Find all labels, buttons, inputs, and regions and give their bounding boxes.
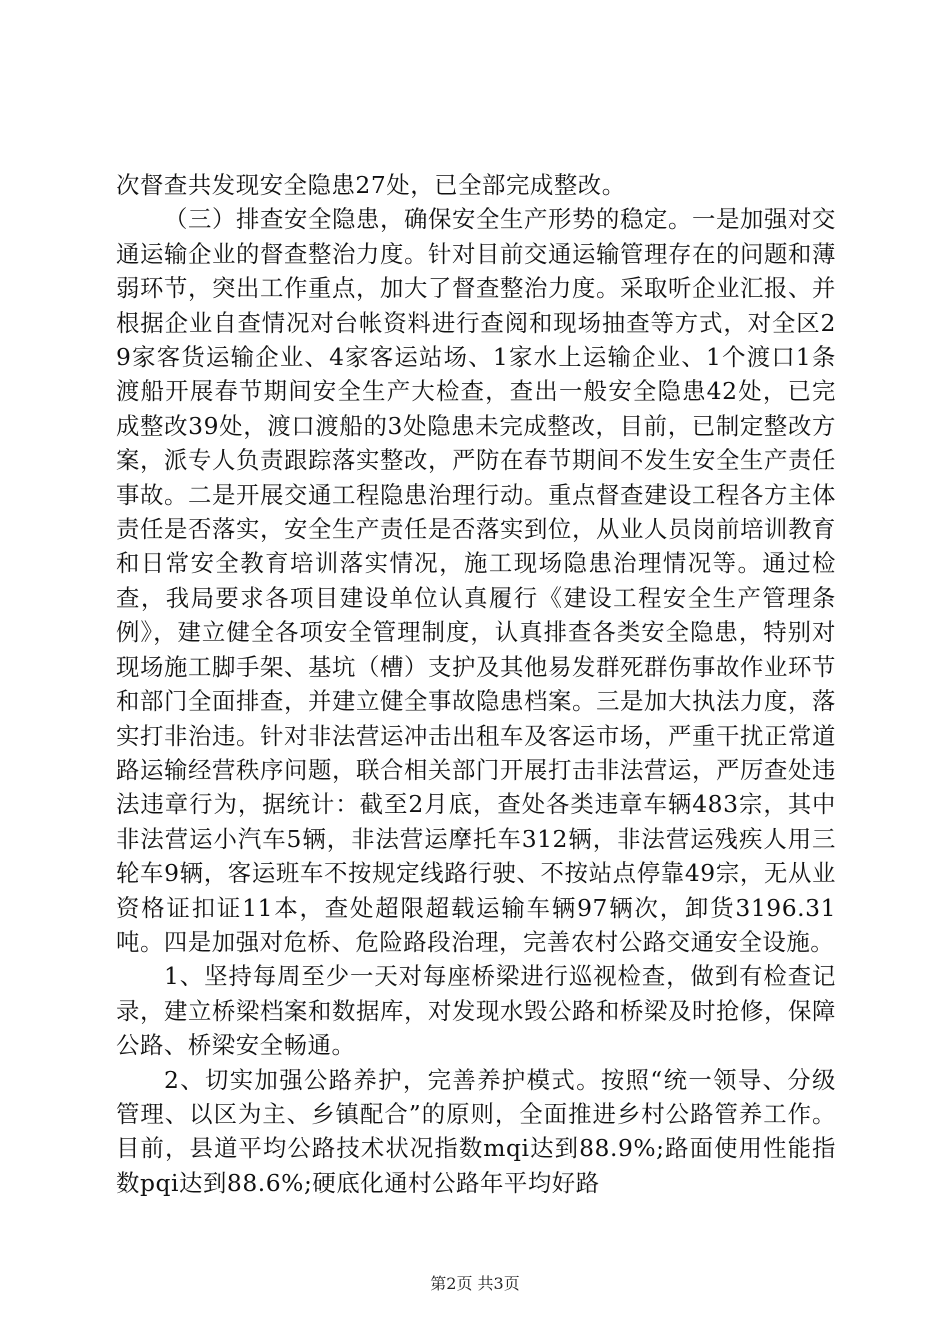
document-body [116, 168, 836, 1200]
paragraph-item-two: 2、切实加强公路养护，完善养护模式。按照“统一领导、分级管理、以区为主、乡镇配合”的原则，全面推进乡村公路管养工作。目前，县道平均公路技术状况指数mqi达到88.9%;路面使用性能指数pqi达到88.6%;硬底化通村公路年平均好路 [116, 1065, 836, 1197]
paragraph-item-one: 1、坚持每周至少一天对每座桥梁进行巡视检查，做到有检查记录，建立桥梁档案和数据库，对发现水毁公路和桥梁及时抢修，保障公路、桥梁安全畅通。 [116, 962, 836, 1060]
paragraph-continuation: 次督查共发现安全隐患27处，已全部完成整改。 [116, 171, 626, 199]
paragraph-section-three: （三）排查安全隐患，确保安全生产形势的稳定。一是加强对交通运输企业的督查整治力度。针对目前交通运输管理存在的问题和薄弱环节，突出工作重点，加大了督查整治力度。采取听企业汇报、并根据企业自查情况对台帐资料进行查阅和现场抽查等方式，对全区29家客货运输企业、4家客运站场、1家水上运输企业、1个渡口1条渡船开展春节期间安全生产大检查，查出一般安全隐患42处，已完成整改39处，渡口渡船的3处隐患未完成整改，目前，已制定整改方案，派专人负责跟踪落实整改，严防在春节期间不发生安全生产责任事故。二是开展交通工程隐患治理行动。重点督查建设工程各方主体责任是否落实，安全生产责任是否落实到位，从业人员岗前培训教育和日常安全教育培训落实情况，施工现场隐患治理情况等。通过检查，我局要求各项目建设单位认真履行《建设工程安全生产管理条例》，建立健全各项安全管理制度，认真排查各类安全隐患，特别对现场施工脚手架、基坑（槽）支护及其他易发群死群伤事故作业环节和部门全面排查，并建立健全事故隐患档案。三是加大执法力度，落实打非治违。针对非法营运冲击出租车及客运市场，严重干扰正常道路运输经营秩序问题，联合相关部门开展打击非法营运，严厉查处违法违章行为，据统计：截至2月底，查处各类违章车辆483宗，其中非法营运小汽车5辆，非法营运摩托车312辆，非法营运残疾人用三轮车9辆，客运班车不按规定线路行驶、不按站点停靠49宗，无从业资格证扣证11本，查处超限超载运输车辆97辆次，卸货3196.31吨。四是加强对危桥、危险路段治理，完善农村公路交通安全设施。 [116, 205, 836, 956]
page-number-footer: 第2页 共3页 [430, 1274, 520, 1293]
